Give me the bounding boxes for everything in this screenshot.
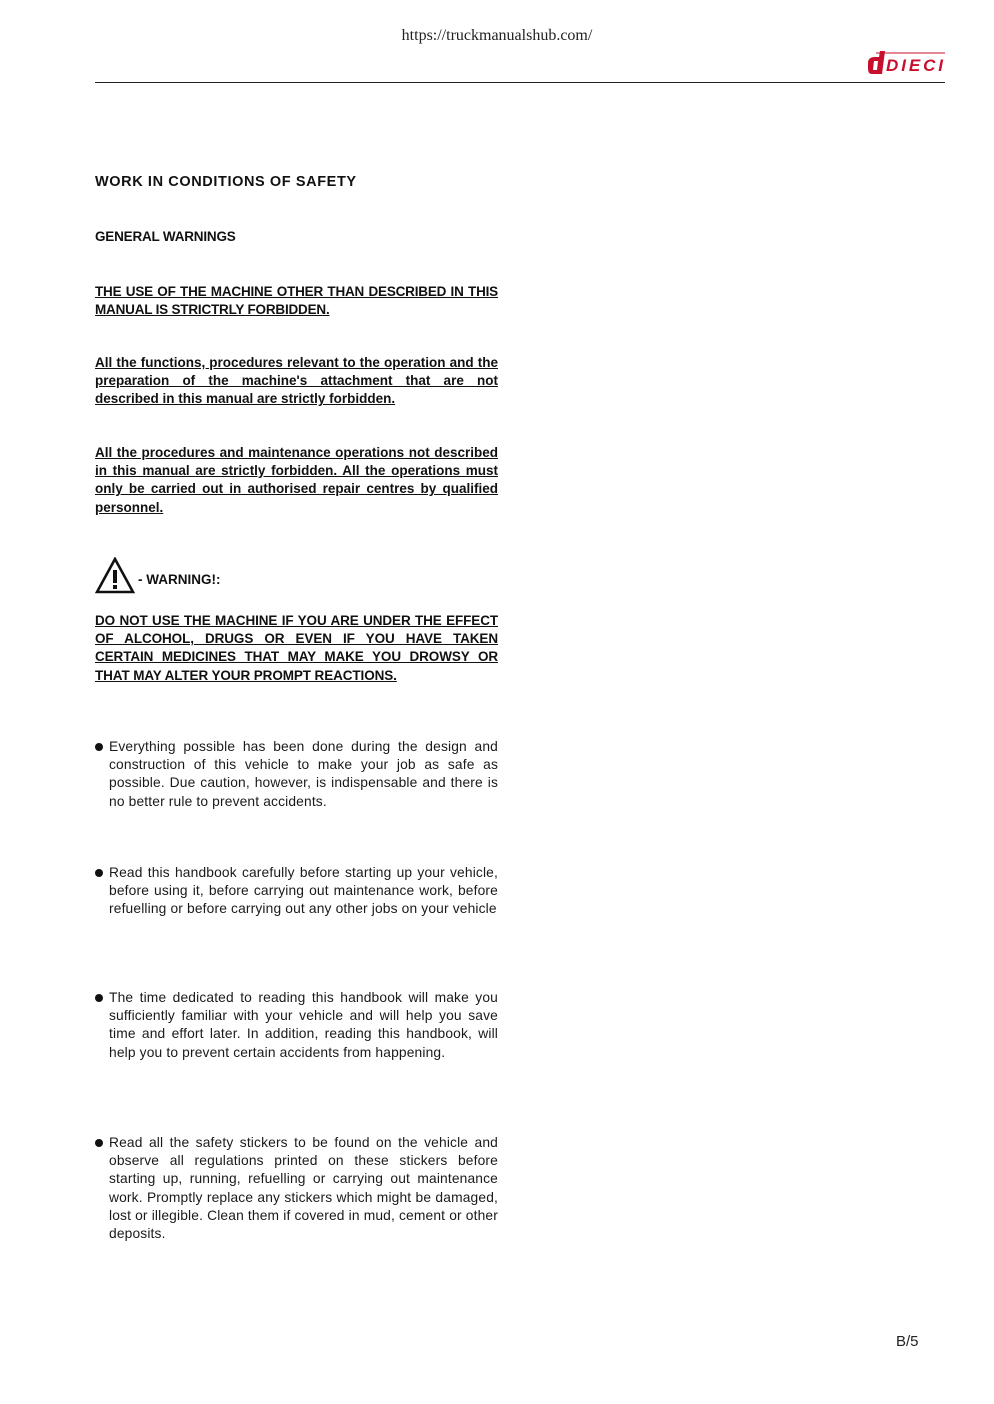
list-item-text: The time dedicated to reading this handbook will make you sufficiently familiar with your vehicle and will help you save time and effort later. In addition, reading this handbook, will help you to prevent certain accidents from happening. xyxy=(109,990,498,1060)
notice-forbidden-use: THE USE OF THE MACHINE OTHER THAN DESCRIBED IN THIS MANUAL IS STRICTRLY FORBIDDEN. xyxy=(95,284,498,318)
list-item xyxy=(95,738,498,811)
logo-text: DIECI xyxy=(886,56,943,75)
list-item xyxy=(95,989,498,1062)
dieci-logo xyxy=(866,49,946,77)
warning-label: - WARNING!: xyxy=(138,572,221,587)
section-title: WORK IN CONDITIONS OF SAFETY xyxy=(95,174,357,190)
header-url[interactable]: https://truckmanualshub.com/ xyxy=(401,27,593,44)
list-item xyxy=(95,1134,498,1243)
notice-forbidden-maintenance: All the procedures and maintenance operations not described in this manual are strictly forbidden. All the operations must only be carried out in authorised repair centres by qualified personnel. xyxy=(95,445,498,515)
list-item xyxy=(95,864,498,919)
subsection-title: GENERAL WARNINGS xyxy=(95,229,236,244)
bullet-dot xyxy=(95,743,103,751)
warning-text: DO NOT USE THE MACHINE IF YOU ARE UNDER THE EFFECT OF ALCOHOL, DRUGS OR EVEN IF YOU HAVE TAKEN CERTAIN MEDICINES THAT MAY MAKE YOU DROWSY OR THAT MAY ALTER YOUR PROMPT REACTIONS. xyxy=(95,613,498,683)
list-item-text: Everything possible has been done during the design and construction of this vehicle to make your job as safe as possible. Due caution, however, is indispensable and there is no better rule to prevent accidents. xyxy=(109,739,498,809)
bullet-dot xyxy=(95,1139,103,1147)
bullet-dot xyxy=(95,994,103,1002)
page-number: B/5 xyxy=(896,1333,919,1350)
bullet-dot xyxy=(95,869,103,877)
header-rule xyxy=(95,82,945,83)
list-item-text: Read this handbook carefully before starting up your vehicle, before using it, before carrying out maintenance work, before refuelling or before carrying out any other jobs on your vehicle xyxy=(109,865,498,917)
notice-forbidden-functions: All the functions, procedures relevant to the operation and the preparation of the machine's attachment that are not described in this manual are strictly forbidden. xyxy=(95,355,498,407)
list-item-text: Read all the safety stickers to be found on the vehicle and observe all regulations printed on these stickers before starting up, running, refuelling or carrying out maintenance work. Promptly replace any stickers which might be damaged, lost or illegible. Clean them if covered in mud, cement or other deposits. xyxy=(109,1135,498,1242)
warning-triangle-icon xyxy=(95,557,135,594)
